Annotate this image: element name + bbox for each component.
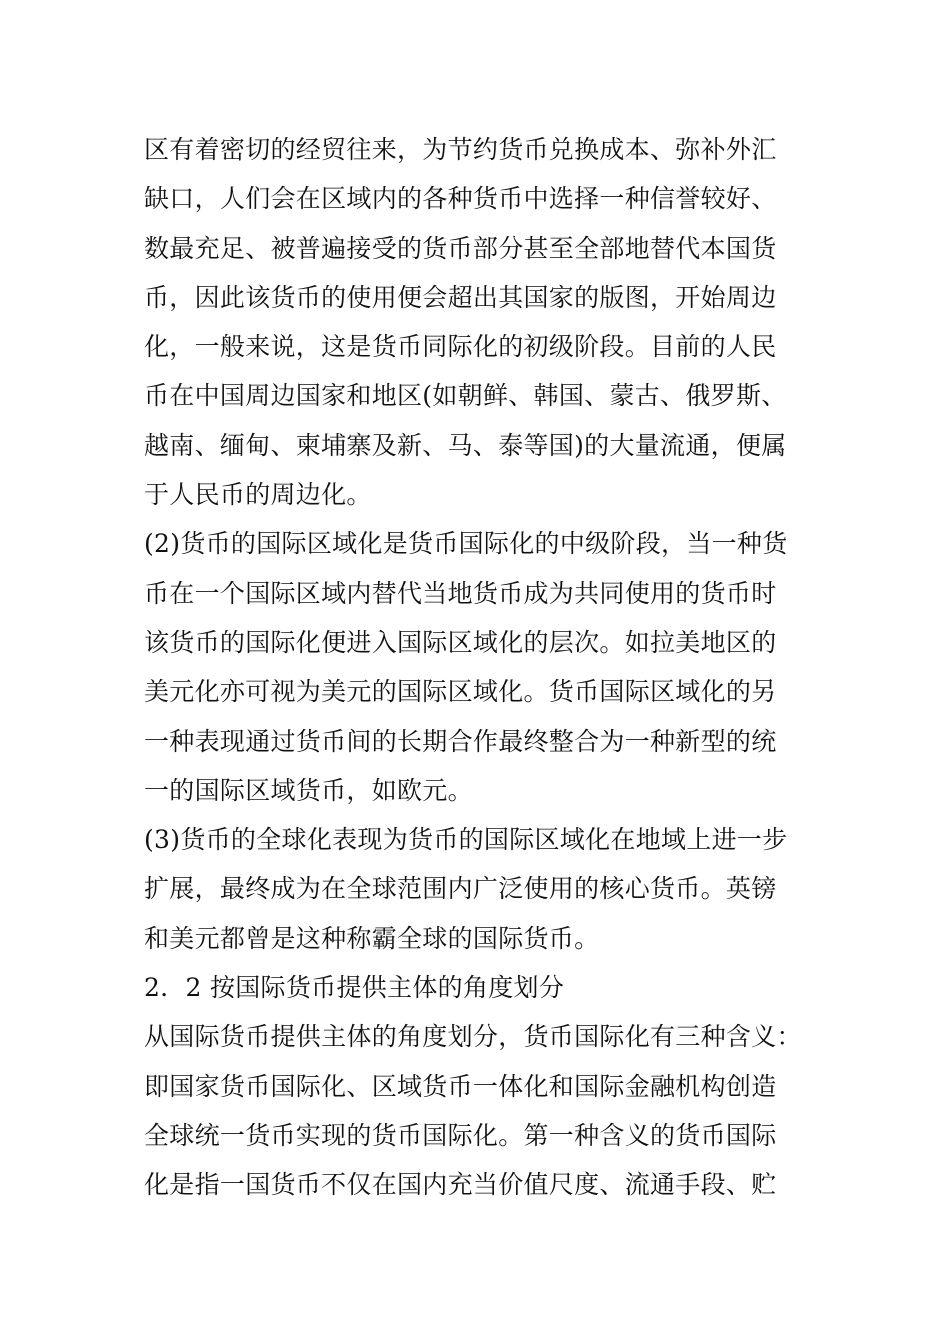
- text-line: 从国际货币提供主体的角度划分，货币国际化有三种含义：: [144, 1022, 802, 1052]
- text-line: 一的国际区域货币，如欧元。: [144, 775, 473, 805]
- text-line: 数最充足、被普遍接受的货币部分甚至全部地替代本国货: [144, 233, 777, 263]
- text-line: (3)货币的全球化表现为货币的国际区域化在地域上进一步: [144, 825, 788, 855]
- text-line: 化，一般来说，这是货币同际化的初级阶段。目前的人民: [144, 332, 777, 362]
- text-line: 一种表现通过货币间的长期合作最终整合为一种新型的统: [144, 726, 777, 756]
- text-line: 缺口，人们会在区域内的各种货币中选择一种信誉较好、: [144, 184, 777, 214]
- text-line: 越南、缅甸、柬埔寨及新、马、泰等国)的大量流通，便属: [144, 430, 787, 460]
- text-line: 该货币的国际化便进入国际区域化的层次。如拉美地区的: [144, 627, 777, 657]
- text-line: 币在中国周边国家和地区(如朝鲜、韩国、蒙古、俄罗斯、: [144, 381, 787, 411]
- text-line: 扩展，最终成为在全球范围内广泛使用的核心货币。英镑: [144, 874, 777, 904]
- text-line: 化是指一国货币不仅在国内充当价值尺度、流通手段、贮: [144, 1170, 777, 1200]
- text-line: 即国家货币国际化、区域货币一体化和国际金融机构创造: [144, 1071, 777, 1101]
- text-line: 美元化亦可视为美元的国际区域化。货币国际区域化的另: [144, 677, 777, 707]
- body-text: [144, 125, 824, 1210]
- text-line: 区有着密切的经贸往来，为节约货币兑换成本、弥补外汇: [144, 135, 777, 164]
- text-line: 和美元都曾是这种称霸全球的国际货币。: [144, 923, 600, 953]
- text-line: 于人民币的周边化。: [144, 480, 372, 510]
- text-line: 币，因此该货币的使用便会超出其国家的版图，开始周边: [144, 282, 777, 312]
- text-line: 全球统一货币实现的货币国际化。第一种含义的货币国际: [144, 1120, 777, 1150]
- text-line: (2)货币的国际区域化是货币国际化的中级阶段，当一种货: [144, 529, 788, 559]
- section-heading: 2．2 按国际货币提供主体的角度划分: [144, 973, 565, 1003]
- text-line: 币在一个国际区域内替代当地货币成为共同使用的货币时: [144, 578, 777, 608]
